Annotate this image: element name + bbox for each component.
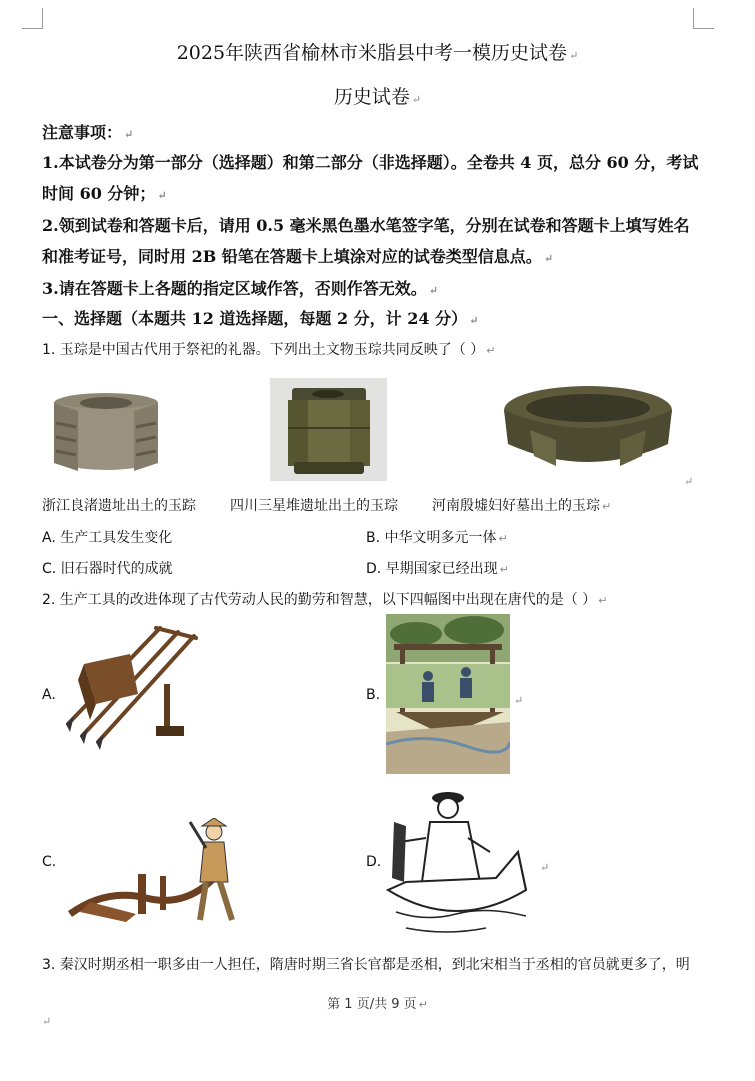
jade-cong-liangzhu-image xyxy=(44,385,168,477)
notice-item-2: 2.领到试卷和答题卡后，请用 0.5 毫米黑色墨水笔签字笔，分别在试卷和答题卡上填写姓名 xyxy=(42,216,690,235)
notice-item-3: 3.请在答题卡上各题的指定区域作答，否则作答无效。 ↵ xyxy=(42,279,438,298)
line-mark-b: ↵ xyxy=(514,694,524,707)
caption-liangzhu: 浙江良渚遗址出土的玉踪 xyxy=(42,498,196,514)
corner-mark-top-left xyxy=(22,8,43,29)
curved-plough-image xyxy=(66,818,242,926)
page-footer: 第 1 页/共 9 页 ↵ xyxy=(327,997,428,1012)
line-mark: ↵ xyxy=(684,475,694,488)
line-mark-end: ↵ xyxy=(42,1015,52,1028)
question-2-stem: 2. 生产工具的改进体现了古代劳动人民的勤劳和智慧，以下四幅图中出现在唐代的是（ ） ↵ xyxy=(42,592,608,608)
waterwheel-image xyxy=(386,614,510,774)
line-mark-d: ↵ xyxy=(540,861,550,874)
question-3-stem: 3. 秦汉时期丞相一职多由一人担任，隋唐时期三省长官都是丞相，到北宋相当于丞相的官员就更多了，明 xyxy=(42,957,690,973)
q2-option-c-label[interactable]: C. xyxy=(42,854,57,870)
page-title: 2025年陕西省榆林市米脂县中考一模历史试卷 ↵ xyxy=(176,42,579,64)
q1-option-c[interactable]: C. 旧石器时代的成就 xyxy=(42,561,173,577)
notice-item-1: 1.本试卷分为第一部分（选择题）和第二部分（非选择题）。全卷共 4 页，总分 60 分，考试 xyxy=(42,153,699,172)
question-1-stem: 1. 玉琮是中国古代用于祭祀的礼器。下列出土文物玉琮共同反映了（ ） ↵ xyxy=(42,342,496,358)
q2-option-a-label[interactable]: A. xyxy=(42,687,56,703)
q1-option-a[interactable]: A. 生产工具发生变化 xyxy=(42,530,173,546)
corner-mark-top-right xyxy=(693,8,714,29)
q2-option-b-label[interactable]: B. xyxy=(366,687,381,703)
notice-item-1-cont: 时间 60 分钟； ↵ xyxy=(42,184,167,203)
seed-drill-image xyxy=(60,624,200,754)
caption-yinxu: 河南殷墟妇好墓出土的玉琮 ↵ xyxy=(432,498,612,514)
caption-sanxingdui: 四川三星堆遗址出土的玉琮 xyxy=(230,498,398,514)
boat-worker-image xyxy=(386,782,532,942)
page-subtitle: 历史试卷 ↵ xyxy=(333,86,422,108)
section-heading: 一、选择题（本题共 12 道选择题，每题 2 分，计 24 分） ↵ xyxy=(42,309,479,328)
q1-option-d[interactable]: D. 早期国家已经出现 ↵ xyxy=(366,561,509,577)
notice-heading: 注意事项： ↵ xyxy=(42,123,134,142)
jade-cong-yinxu-image xyxy=(500,380,676,476)
jade-cong-sanxingdui-image xyxy=(270,378,387,481)
notice-item-2-cont: 和准考证号，同时用 2B 铅笔在答题卡上填涂对应的试卷类型信息点。 ↵ xyxy=(42,247,554,266)
q2-option-d-label[interactable]: D. xyxy=(366,854,382,870)
q1-option-b[interactable]: B. 中华文明多元一体 ↵ xyxy=(366,530,508,546)
